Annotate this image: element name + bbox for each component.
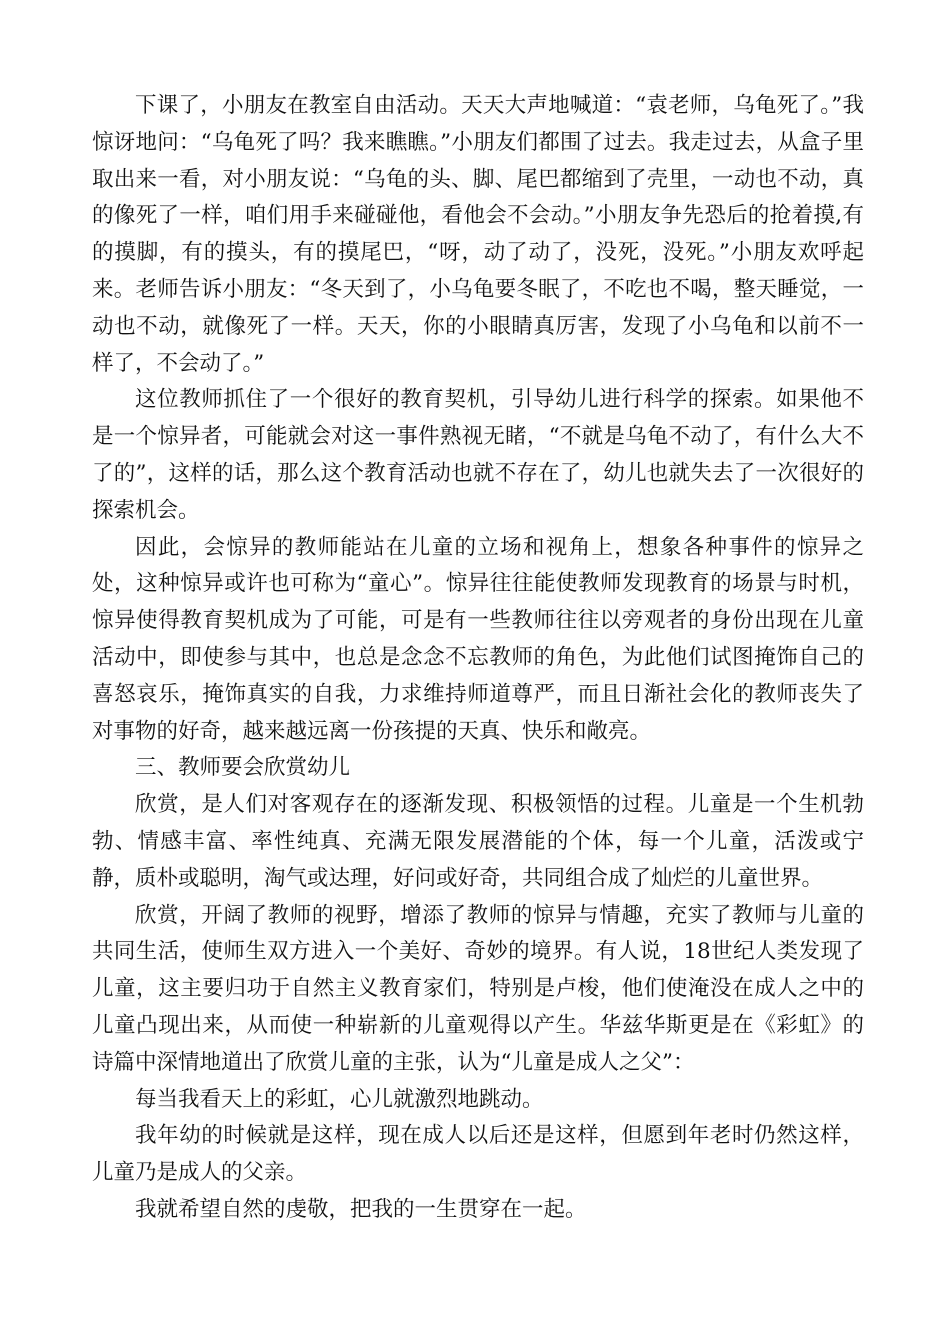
paragraph-turtle-story: 下课了，小朋友在教室自由活动。天天大声地喊道：“袁老师，乌龟死了。”我惊讶地问：“乌龟死了吗？我来瞧瞧。”小朋友们都围了过去。我走过去，从盒子里取出来一看，对小朋友说：“乌龟的头、脚、尾巴都缩到了壳里，一动也不动，真的像死了一样，咱们用手来碰碰他，看他会不会动。”小朋友争先恐后的抢着摸,有的摸脚，有的摸头，有的摸尾巴，“呀，动了动了，没死，没死。”小朋友欢呼起来。老师告诉小朋友：“冬天到了，小乌龟要冬眠了，不吃也不喝，整天睡觉，一动也不动，就像死了一样。天天，你的小眼睛真厉害，发现了小乌龟和以前不一样了，不会动了。” [92,93,864,376]
document-body [92,88,864,1229]
poem-line-3: 我就希望自然的虔敬，把我的一生贯穿在一起。 [135,1196,587,1222]
poem-line-2: 我年幼的时候就是这样，现在成人以后还是这样，但愿到年老时仍然这样，儿童乃是成人的父亲。 [92,1123,864,1186]
paragraph-childlike-wonder: 因此，会惊异的教师能站在儿童的立场和视角上，想象各种事件的惊异之处，这种惊异或许也可称为“童心”。惊异往往能使教师发现教育的场景与时机，惊异使得教育契机成为了可能，可是有一些教师往往以旁观者的身份出现在儿童活动中，即使参与其中，也总是念念不忘教师的角色，为此他们试图掩饰自己的喜怒哀乐，掩饰真实的自我，力求维持师道尊严，而且日渐社会化的教师丧失了对事物的好奇，越来越远离一份孩提的天真、快乐和敞亮。 [92,534,864,744]
section-heading: 三、教师要会欣赏幼儿 [135,755,351,781]
poem-line-1: 每当我看天上的彩虹，心儿就激烈地跳动。 [135,1086,544,1112]
paragraph-appreciation-definition: 欣赏，是人们对客观存在的逐渐发现、积极领悟的过程。儿童是一个生机勃勃、情感丰富、率性纯真、充满无限发展潜能的个体，每一个儿童，活泼或宁静，质朴或聪明，淘气或达理，好问或好奇，共同组合成了灿烂的儿童世界。 [92,792,864,891]
paragraph-teaching-opportunity: 这位教师抓住了一个很好的教育契机，引导幼儿进行科学的探索。如果他不是一个惊异者，可能就会对这一事件熟视无睹，“不就是乌龟不动了，有什么大不了的”，这样的话，那么这个教育活动也就不存在了，幼儿也就失去了一次很好的探索机会。 [92,387,864,523]
paragraph-appreciation-benefits: 欣赏，开阔了教师的视野，增添了教师的惊异与情趣，充实了教师与儿童的共同生活，使师生双方进入一个美好、奇妙的境界。有人说，18世纪人类发现了儿童，这主要归功于自然主义教育家们，特别是卢梭，他们使淹没在成人之中的儿童凸现出来，从而使一种崭新的儿童观得以产生。华兹华斯更是在《彩虹》的诗篇中深情地道出了欣赏儿童的主张，认为“儿童是成人之父”： [92,902,864,1075]
